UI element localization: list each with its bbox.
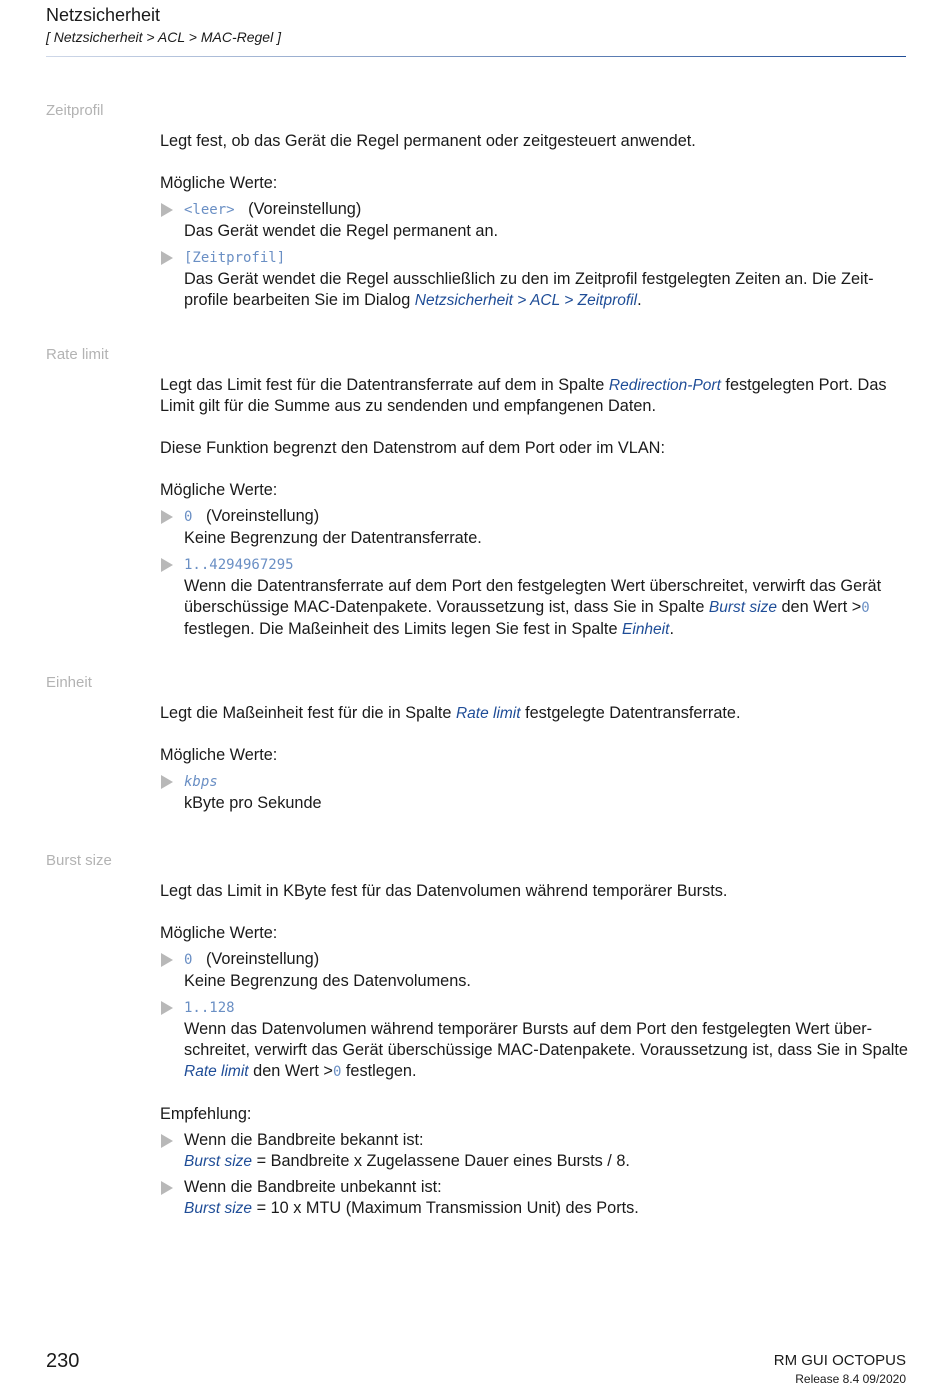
recommendation-item xyxy=(160,1130,910,1172)
section-label: Rate limit xyxy=(46,346,109,363)
bullet-triangle-icon xyxy=(161,251,173,265)
bullet-triangle-icon xyxy=(161,775,173,789)
punctuation: . xyxy=(669,620,674,638)
text: Legt die Maßeinheit fest für die in Spalte xyxy=(160,704,456,722)
description: Legt fest, ob das Gerät die Regel permanent oder zeitgesteuert anwendet. xyxy=(160,132,696,150)
text: Wenn das Datenvolumen während temporärer Bursts auf dem Port den festgelegten Wert über-schreitet, verwirft das Gerät überschüssige MAC-Datenpakete. Voraussetzung ist, dass Sie in Spalte xyxy=(184,1020,908,1059)
value-item xyxy=(160,554,910,640)
dialog-link[interactable]: Netzsicherheit > ACL > Zeitprofil xyxy=(414,292,638,309)
description xyxy=(160,375,910,417)
text: Wenn die Bandbreite unbekannt ist: xyxy=(184,1178,442,1196)
value-item xyxy=(160,506,910,549)
value-description: Keine Begrenzung des Datenvolumens. xyxy=(184,972,471,990)
recommendation-item xyxy=(160,1177,910,1219)
page-title: Netzsicherheit xyxy=(46,5,161,25)
value-code: 0 xyxy=(861,600,870,616)
default-label: (Voreinstellung) xyxy=(248,200,362,218)
value-code: <leer> xyxy=(184,202,235,218)
bullet-triangle-icon xyxy=(161,1181,173,1195)
column-link[interactable]: Redirection-Port xyxy=(608,377,721,394)
description: Legt das Limit in KByte fest für das Datenvolumen während temporärer Bursts. xyxy=(160,882,728,900)
section-body xyxy=(160,375,910,640)
text: festgelegte Datentransferrate. xyxy=(520,704,741,722)
bullet-triangle-icon xyxy=(161,1001,173,1015)
value-item xyxy=(160,997,910,1083)
possible-values-label: Mögliche Werte: xyxy=(160,746,278,764)
possible-values-label: Mögliche Werte: xyxy=(160,481,278,499)
value-description: kByte pro Sekunde xyxy=(184,794,322,812)
column-link[interactable]: Burst size xyxy=(184,1200,253,1217)
text: Legt das Limit fest für die Datentransferrate auf dem in Spalte xyxy=(160,376,609,394)
footer-info xyxy=(774,1352,906,1387)
bullet-triangle-icon xyxy=(161,558,173,572)
value-code: 1..4294967295 xyxy=(184,557,294,573)
recommendation-label: Empfehlung: xyxy=(160,1105,252,1123)
possible-values-label: Mögliche Werte: xyxy=(160,174,278,192)
punctuation: . xyxy=(637,291,642,309)
document-name: RM GUI OCTOPUS xyxy=(773,1352,906,1369)
bullet-triangle-icon xyxy=(161,510,173,524)
text: festlegen. xyxy=(341,1062,417,1080)
header-divider xyxy=(46,56,906,57)
page-header xyxy=(46,4,906,47)
possible-values-label: Mögliche Werte: xyxy=(160,924,278,942)
value-item xyxy=(160,247,910,311)
column-link[interactable]: Rate limit xyxy=(455,705,521,722)
text: festgelegten Port. Das Limit gilt für die Summe aus zu sendenden und empfangenen Daten. xyxy=(160,376,887,415)
description xyxy=(160,703,910,724)
section-body xyxy=(160,131,910,311)
value-item xyxy=(160,771,910,814)
release-info: Release 8.4 09/2020 xyxy=(795,1372,906,1386)
value-description: Das Gerät wendet die Regel ausschließlich zu den im Zeitprofil festgelegten Zeiten an. Die Zeit-profile bearbeiten Sie im Dialog xyxy=(184,270,874,309)
value-code: [Zeitprofil] xyxy=(184,250,286,266)
section-label: Burst size xyxy=(46,852,112,869)
value-code: 0 xyxy=(184,509,193,525)
value-code: 0 xyxy=(332,1064,342,1080)
value-code: kbps xyxy=(184,774,218,790)
text: den Wert > xyxy=(248,1062,333,1080)
text: den Wert > xyxy=(776,598,862,616)
description-2: Diese Funktion begrenzt den Datenstrom auf dem Port oder im VLAN: xyxy=(160,439,665,457)
text: Wenn die Datentransferrate auf dem Port den festgelegten Wert überschreitet, verwirft das Gerät überschüssige MAC-Datenpakete. Voraussetzung ist, dass Sie in Spalte xyxy=(184,577,882,616)
section-body xyxy=(160,703,910,814)
bullet-triangle-icon xyxy=(161,953,173,967)
column-link[interactable]: Burst size xyxy=(708,599,777,616)
text: festlegen. Die Maßeinheit des Limits legen Sie fest in Spalte xyxy=(184,620,623,638)
section-label: Einheit xyxy=(46,674,92,691)
column-link[interactable]: Rate limit xyxy=(184,1063,249,1080)
breadcrumb: [ Netzsicherheit > ACL > MAC-Regel ] xyxy=(46,29,281,45)
value-item xyxy=(160,199,910,242)
text: = Bandbreite x Zugelassene Dauer eines Bursts / 8. xyxy=(252,1152,630,1170)
column-link[interactable]: Einheit xyxy=(622,621,670,638)
value-description: Keine Begrenzung der Datentransferrate. xyxy=(184,529,482,547)
text: = 10 x MTU (Maximum Transmission Unit) des Ports. xyxy=(252,1199,639,1217)
value-item xyxy=(160,949,910,992)
value-description: Das Gerät wendet die Regel permanent an. xyxy=(184,222,499,240)
section-label: Zeitprofil xyxy=(46,102,104,119)
column-link[interactable]: Burst size xyxy=(184,1153,253,1170)
bullet-triangle-icon xyxy=(161,1134,173,1148)
page-number: 230 xyxy=(46,1350,80,1372)
text: Wenn die Bandbreite bekannt ist: xyxy=(184,1131,424,1149)
default-label: (Voreinstellung) xyxy=(206,950,320,968)
value-code: 0 xyxy=(184,952,193,968)
default-label: (Voreinstellung) xyxy=(206,507,320,525)
bullet-triangle-icon xyxy=(161,203,173,217)
value-code: 1..128 xyxy=(184,1000,235,1016)
section-body xyxy=(160,881,910,1219)
